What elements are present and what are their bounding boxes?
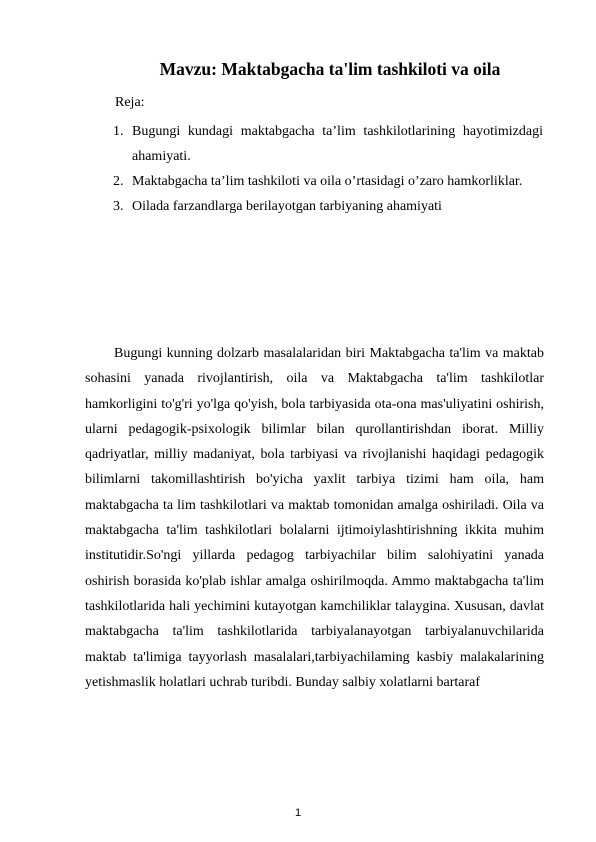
plan-item-number: 3.: [113, 199, 124, 214]
plan-item-text: Maktabgacha ta’lim tashkiloti va oila o’rtasidagi o’zaro hamkorliklar.: [132, 174, 523, 189]
plan-item: [113, 169, 543, 194]
plan-item: [113, 194, 543, 219]
document-title: Mavzu: Maktabgacha ta'lim tashkiloti va oila: [159, 59, 501, 79]
plan-item-text: Bugungi kundagi maktabgacha ta’lim tashkilotlarining hayotimizdagi ahamiyati.: [132, 124, 543, 164]
plan-item-number: 2.: [113, 174, 124, 189]
plan-item-number: 1.: [113, 124, 124, 139]
plan-item-text: Oilada farzandlarga berilayotgan tarbiyaning ahamiyati: [132, 199, 442, 214]
plan-item: [113, 119, 543, 169]
plan-heading: Reja:: [115, 95, 145, 110]
page-number: 1: [294, 807, 302, 819]
plan-list: [113, 119, 543, 219]
body-paragraph: Bugungi kunning dolzarb masalalaridan biri Maktabgacha ta'lim va maktab sohasini yanada rivojlantirish, oila va Maktabgacha ta'lim tashkilotlar hamkorligini to'g'ri yo'lga qo'yish, bola tarbiyasida ota-ona mas'uliyatini oshirish, ularni pedagogik-psixologik bilimlar bilan qurollantirishdan iborat. Milliy qadriyatlar, milliy madaniyat, bola tarbiyasi va rivojlanishi haqidagi pedagogik bilimlarni takomillashtirish bo'yicha yaxlit tarbiya tizimi ham oila, ham maktabgacha ta lim tashkilotlari va maktab tomonidan amalga oshiriladi. Oila va maktabgacha ta'lim tashkilotlari bolalarni ijtimoiylashtirishning ikkita muhim institutidir.So'ngi yillarda pedagog tarbiyachilar bilim salohiyatini yanada oshirish borasida ko'plab ishlar amalga oshirilmoqda. Ammo maktabgacha ta'lim tashkilotlarida hali yechimini kutayotgan kamchiliklar talaygina. Xususan, davlat maktabgacha ta'lim tashkilotlarida tarbiyalanayotgan tarbiyalanuvchilarida maktab ta'limiga tayyorlash masalalari,tarbiyachilaming kasbiy malakalarining yetishmaslik holatlari uchrab turibdi. Bunday salbiy xolatlarni bartaraf: [85, 346, 544, 690]
